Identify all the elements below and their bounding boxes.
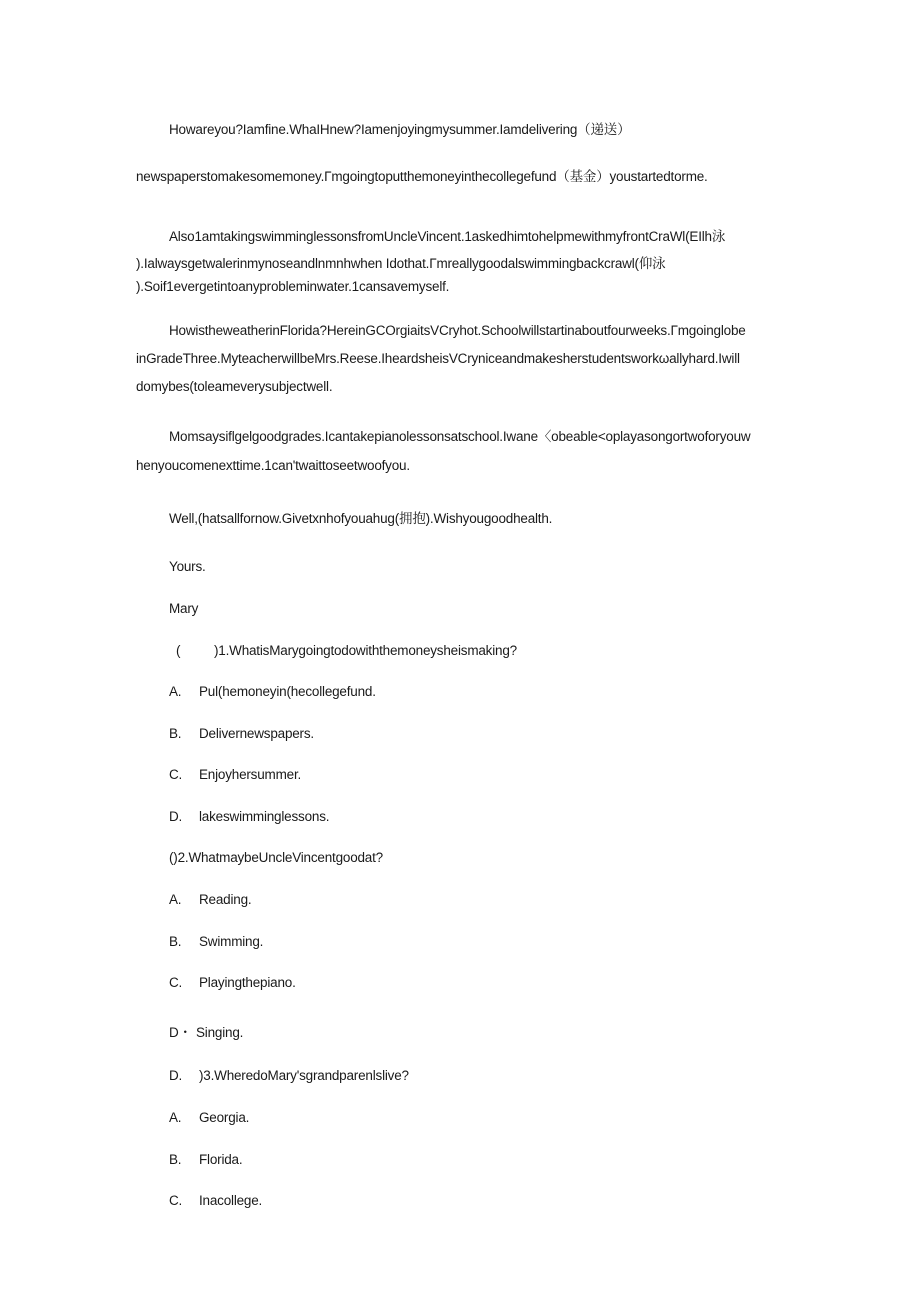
question-2-option-d [169,1021,243,1041]
option-label: A. [169,1110,182,1125]
question-3-option-a [169,1110,249,1125]
letter-closing: Yours. [169,559,206,574]
letter-paragraph-3-line-2: inGradeThree.MyteacherwillbeMrs.Reese.IheardsheisVCryniceandmakesherstudentsworkωallyhard.Iwill [136,351,740,366]
option-label: B. [169,934,182,949]
letter-paragraph-3-line-1: HowistheweatherinFlorida?HereinGCOrgiaitsVCryhot.Schoolwillstartinaboutfourweeks.Γmgoinglobe [169,323,746,338]
option-label: D. [169,809,183,824]
option-text: Reading. [199,892,252,907]
question-1-text: )1.WhatisMarygoingtodowiththemoneysheismaking? [214,643,517,658]
question-1-answer-paren: ( [176,643,181,658]
letter-paragraph-1-line-1: Howareyou?Iamfine.WhaIHnew?Iamenjoyingmysummer.Iamdelivering（递送） [169,122,631,137]
letter-paragraph-1-line-2: newspaperstomakesomemoney.Γmgoingtoputthemoneyinthecollegefund（基金）youstartedtorme. [136,169,708,184]
question-3-option-b [169,1152,242,1167]
option-text: Florida. [199,1152,243,1167]
option-text: Swimming. [199,934,264,949]
option-label: A. [169,684,182,699]
option-label: C. [169,975,183,990]
option-text: Singing. [196,1025,244,1040]
question-1-stem [176,643,517,658]
question-3-label: D. [169,1068,183,1083]
letter-paragraph-2-line-3: ).Soif1evergetintoanyprobleminwater.1cansavemyself. [136,279,450,294]
question-2-option-c [169,975,296,990]
option-text: Inacollege. [199,1193,263,1208]
letter-signature: Mary [169,601,199,616]
option-text: Pul(hemoneyin(hecollegefund. [199,684,376,699]
option-label: B. [169,726,182,741]
option-label: C. [169,767,183,782]
option-label: A. [169,892,182,907]
question-1-option-a [169,684,376,699]
question-3-stem [169,1068,409,1083]
option-label: D・ [169,1025,192,1040]
letter-paragraph-2-line-2: ).Ialwaysgetwalerinmynoseandlnmnhwhen Idothat.Γmreallygoodalswimmingbackcrawl(仰泳 [136,256,666,271]
letter-paragraph-4-line-2: henyoucomenexttime.1can'twaittoseetwoofyou. [136,458,410,473]
option-text: lakeswimminglessons. [199,809,330,824]
letter-paragraph-3-line-3: domybes(toleameverysubjectwell. [136,379,333,394]
question-3-option-c [169,1193,262,1208]
question-3-text: )3.WheredoMary'sgrandparenlslive? [199,1068,409,1083]
question-2-option-b [169,934,263,949]
question-2-option-a [169,892,251,907]
option-text: Delivernewspapers. [199,726,314,741]
question-1-option-c [169,767,301,782]
letter-paragraph-4-line-1: Momsaysiflgelgoodgrades.Icantakepianolessonsatschool.Iwane〈obeable<oplayasongortwoforyouw [169,429,751,444]
option-text: Georgia. [199,1110,250,1125]
option-label: B. [169,1152,182,1167]
option-label: C. [169,1193,183,1208]
option-text: Playingthepiano. [199,975,296,990]
option-text: Enjoyhersummer. [199,767,302,782]
letter-paragraph-2-line-1: Also1amtakingswimminglessonsfromUncleVincent.1askedhimtohelpmewithmyfrontCraWl(EIlh泳 [169,229,726,244]
letter-paragraph-5: Well,(hatsallfornow.Givetxnhofyouahug(拥抱).Wishyougoodhealth. [169,511,553,526]
question-2-stem: ()2.WhatmaybeUncleVincentgoodat? [169,850,383,865]
question-1-option-b [169,726,314,741]
question-1-option-d [169,809,329,824]
